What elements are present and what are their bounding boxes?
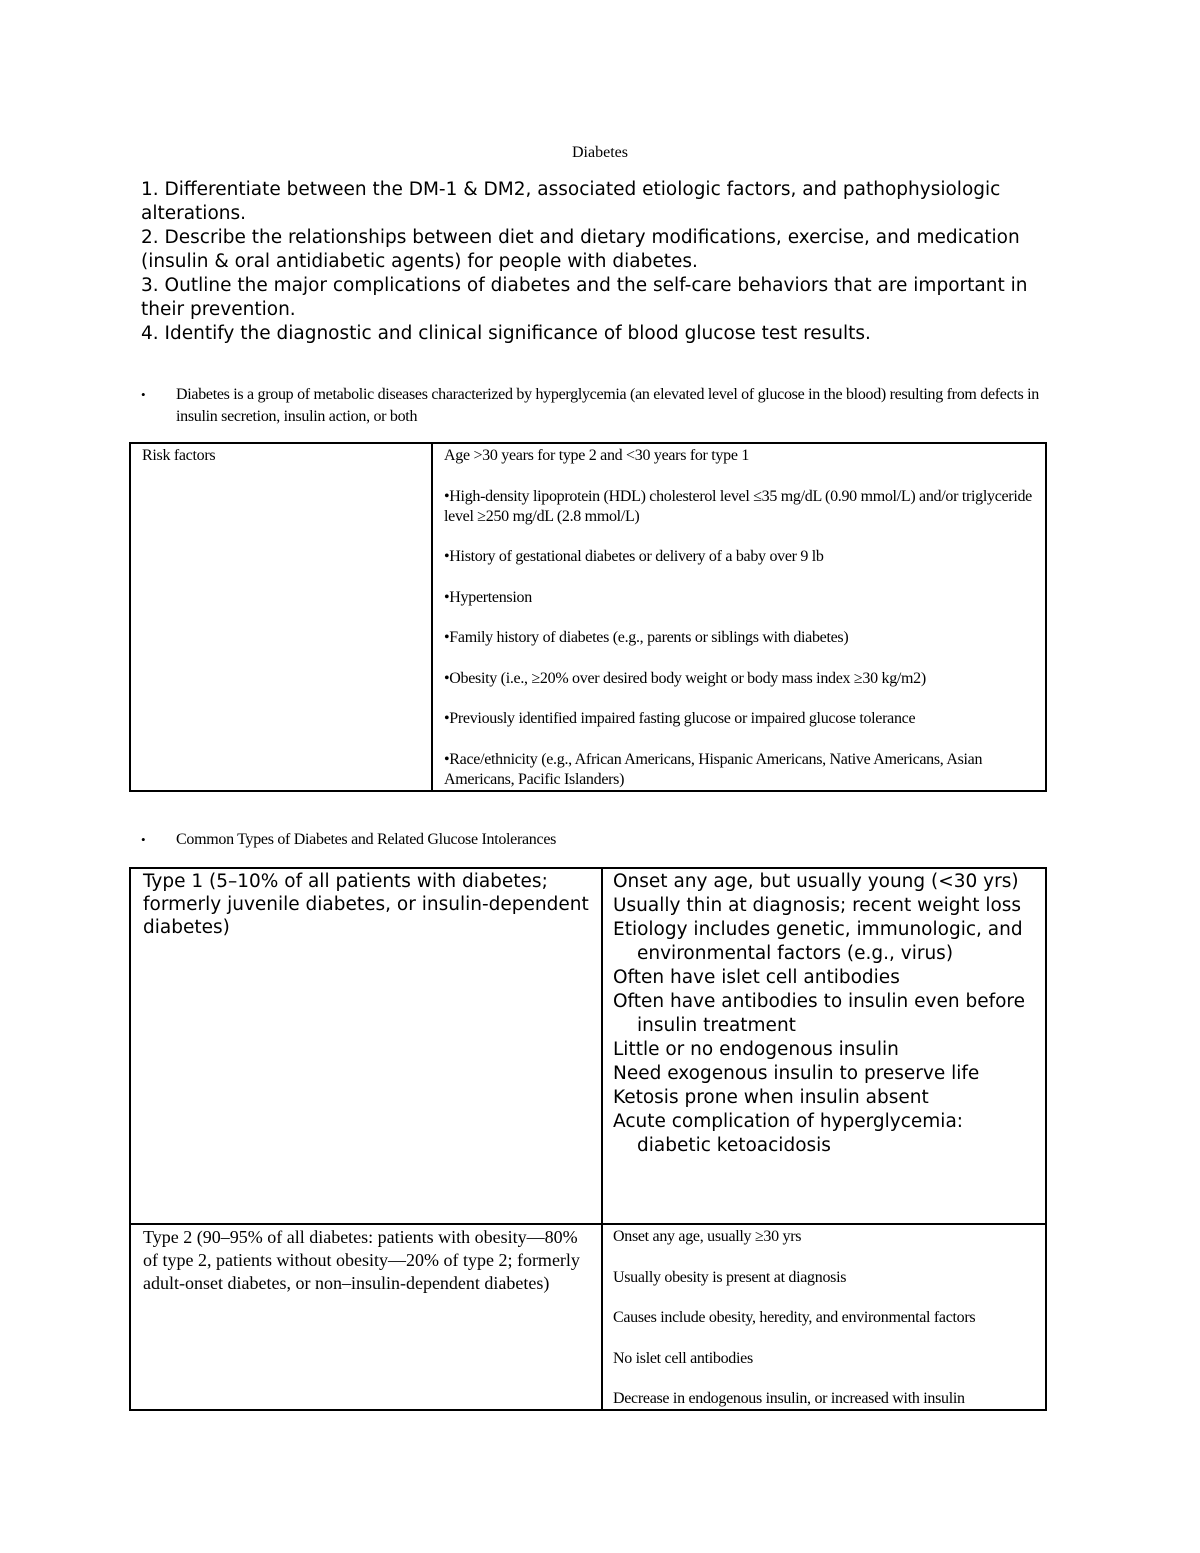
list-item: Usually obesity is present at diagnosis	[613, 1268, 847, 1286]
types-heading-text: Common Types of Diabetes and Related Glucose Intolerances	[176, 831, 557, 848]
list-item: Little or no endogenous insulin	[613, 1039, 899, 1060]
list-item: •Family history of diabetes (e.g., parents or siblings with diabetes)	[444, 629, 849, 646]
definition-bullet	[141, 384, 1041, 428]
list-item: Ketosis prone when insulin absent	[613, 1087, 929, 1108]
type1-label: Type 1 (5–10% of all patients with diabetes; formerly juvenile diabetes, or insulin-dependent diabetes)	[130, 868, 602, 1224]
list-item: Onset any age, usually ≥30 yrs	[613, 1228, 802, 1245]
types-bullet	[141, 829, 1041, 851]
list-item: Need exogenous insulin to preserve life	[613, 1063, 980, 1084]
objective-3: 3. Outline the major complications of diabetes and the self-care behaviors that are important in their prevention.	[141, 275, 1028, 320]
bullet-dot-icon: •	[141, 832, 146, 847]
list-item: •Obesity (i.e., ≥20% over desired body weight or body mass index ≥30 kg/m2)	[444, 669, 926, 687]
list-item: No islet cell antibodies	[613, 1349, 753, 1367]
table-row	[130, 868, 1046, 1224]
table-row	[130, 1224, 1046, 1410]
type2-label: Type 2 (90–95% of all diabetes: patients with obesity—80% of type 2, patients without obesity—20% of type 2; formerly adult-onset diabetes, or non–insulin-dependent diabetes)	[130, 1224, 602, 1410]
type2-characteristics	[602, 1224, 1046, 1410]
table-row	[130, 443, 1046, 791]
list-item: Causes include obesity, heredity, and environmental factors	[613, 1309, 976, 1326]
definition-text: Diabetes is a group of metabolic diseases characterized by hyperglycemia (an elevated level of glucose in the blood) resulting from defects in insulin secretion, insulin action, or both	[176, 386, 1039, 425]
list-item: Age >30 years for type 2 and <30 years for type 1	[444, 447, 750, 464]
list-item: Often have islet cell antibodies	[613, 967, 900, 988]
learning-objectives	[141, 178, 1041, 346]
risk-factors-list	[432, 443, 1046, 791]
diabetes-types-table	[129, 867, 1047, 1411]
list-item: Etiology includes genetic, immunologic, and environmental factors (e.g., virus)	[613, 919, 1023, 964]
page-title: Diabetes	[572, 144, 628, 161]
list-item: Often have antibodies to insulin even before insulin treatment	[613, 991, 1025, 1036]
list-item: Decrease in endogenous insulin, or increased with insulin	[613, 1390, 965, 1407]
list-item: •History of gestational diabetes or delivery of a baby over 9 lb	[444, 548, 824, 565]
type1-characteristics	[602, 868, 1046, 1224]
objective-2: 2. Describe the relationships between diet and dietary modifications, exercise, and medication (insulin & oral antidiabetic agents) for people with diabetes.	[141, 227, 1020, 272]
list-item: •Race/ethnicity (e.g., African Americans, Hispanic Americans, Native Americans, Asian Americans, Pacific Islanders)	[444, 750, 983, 788]
list-item: Onset any age, but usually young (<30 yrs)	[613, 871, 1019, 892]
list-item: Acute complication of hyperglycemia: diabetic ketoacidosis	[613, 1111, 964, 1156]
objective-4: 4. Identify the diagnostic and clinical significance of blood glucose test results.	[141, 323, 871, 344]
risk-factors-table	[129, 442, 1047, 792]
list-item: •Hypertension	[444, 588, 532, 606]
bullet-dot-icon: •	[141, 387, 146, 402]
list-item: •Previously identified impaired fasting glucose or impaired glucose tolerance	[444, 710, 916, 727]
list-item: Usually thin at diagnosis; recent weight loss	[613, 895, 1022, 916]
objective-1: 1. Differentiate between the DM-1 & DM2, associated etiologic factors, and pathophysiologic alterations.	[141, 179, 1001, 224]
risk-factors-label: Risk factors	[130, 443, 432, 791]
list-item: •High-density lipoprotein (HDL) cholesterol level ≤35 mg/dL (0.90 mmol/L) and/or triglyceride level ≥250 mg/dL (2.8 mmol/L)	[444, 487, 1032, 525]
